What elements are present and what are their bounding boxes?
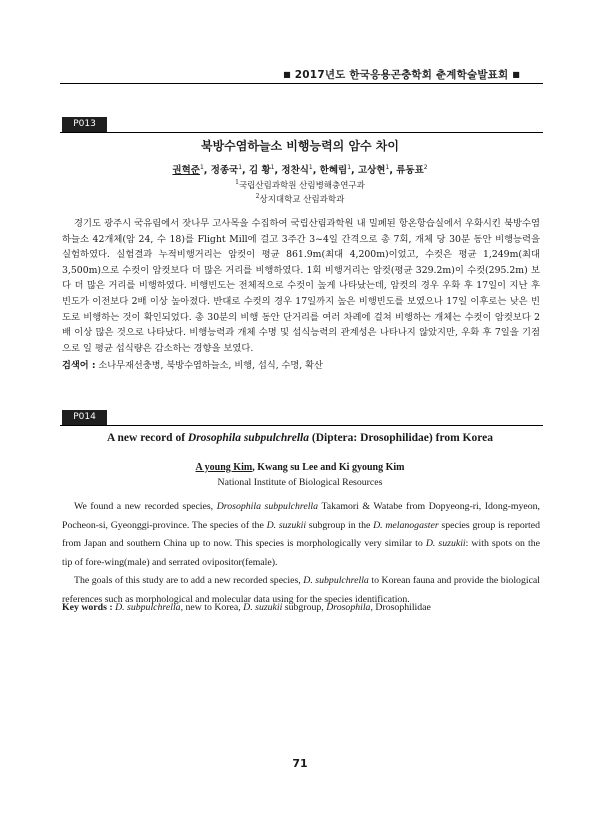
keywords-text	[115, 602, 431, 613]
author-name: 김 황	[248, 165, 271, 176]
text-run: subgroup,	[282, 602, 327, 613]
abstract-title-p014	[0, 432, 600, 444]
first-author: A young Kim	[195, 462, 253, 473]
text-run: We found a new recorded species,	[74, 501, 217, 512]
page-number: 71	[292, 757, 308, 770]
abstract-body-p013: 경기도 광주시 국유림에서 잣나무 고사목을 수집하여 국립산림과학원 내 밀폐된 항온항습실에서 우화시킨 북방수염하늘소 42개체(암 24, 수 18)를 Flight Mill에 걸고 3주간 3~4일 간격으로 총 7회, 개체 당 30분 동안 비행능력을 실험하였다. 실험결과 누적비행거리는 암컷이 평균 861.9m(최대 4,200m)이었고, 수컷은 평균 1,249m(최대 3,500m)으로 수컷이 암컷보다 더 많은 거리를 비행하였다. 1회 비행거리는 암컷(평균 329.2m)이 수컷(295.2m) 보다 더 많은 거리를 비행하였다. 비행빈도는 전체적으로 수컷이 높게 나타났는데, 암컷의 경우 우화 후 17일이 지난 후 빈도가 이전보다 2배 이상 높아졌다. 반대로 수컷의 경우 17일까지 높은 비행빈도를 보였으나 17일 이후로는 낮은 빈도로 비행하는 것이 확인되었다. 총 30분의 비행 동안 단거리를 여러 차례에 걸쳐 비행하는 개체는 수컷이 암컷보다 2배 이상 많은 것으로 나타났다. 비행능력과 개체 수명 및 섭식능력의 관계성은 나타나지 않았지만, 우화 후 7일을 기점으로 일 평균 섭식량은 감소하는 경향을 보였다.	[62, 218, 540, 354]
author-name: 정찬식	[281, 165, 309, 176]
title-text: (Diptera: Drosophilidae) from Korea	[311, 432, 493, 444]
author-list-p014	[0, 462, 600, 473]
author-affiliation-sup: 1	[385, 163, 390, 171]
species-name: D. suzukii	[243, 602, 283, 613]
keywords-label: 검색어 :	[62, 360, 96, 371]
keywords-p014	[62, 602, 540, 613]
affiliation-p014: National Institute of Biological Resources	[217, 477, 383, 488]
header-square-icon: ■	[512, 70, 520, 79]
title-text: A new record of	[106, 432, 186, 444]
header-rule	[60, 83, 543, 84]
title-species: Drosophila subpulchrella	[187, 432, 310, 444]
header-title: 2017년도 한국응용곤충학회 춘계학술발표회	[294, 69, 509, 81]
species-name: D. suzukii	[266, 519, 307, 531]
running-header	[0, 67, 520, 82]
author-name: 고상현	[357, 165, 386, 176]
author-list-p013: 권혁준$^1$, 정종국$^1$, 김 황$^1$, 정찬식$^1$, 한혜림$^1$, 고상현$^1$, 류동표$^2$	[172, 163, 428, 176]
text-run: , Drosophilidae	[370, 602, 431, 613]
text-run: : with spots on the tip of fore-wing(male) and serrated ovipositor(female).	[62, 538, 540, 568]
affiliation-text: 상지대학교 산림과학과	[259, 195, 345, 205]
abstract-tag-p014: P014	[62, 410, 107, 425]
species-name: Drosophila	[326, 602, 371, 613]
species-name: Drosophila subpulchrella	[216, 501, 319, 512]
author-affiliation-sup: 1	[347, 163, 352, 171]
text-run: Takamori & Watabe from Dopyeong-ri, Idong-myeon, Pocheon-si, Gyeonggi-province. The species of the	[62, 501, 540, 531]
affiliation-2	[0, 193, 600, 205]
text-run: , new to Korea,	[180, 602, 244, 613]
author-name: 한혜림	[319, 165, 348, 176]
abstract-tag-p013: P013	[62, 117, 107, 132]
abstract-paragraph-1	[62, 498, 540, 572]
species-name: D. subpulchrella	[303, 575, 369, 586]
text-run: to Korean fauna and provide the biological references such as morphological and molecular data using for the species identification.	[62, 575, 540, 605]
author-affiliation-sup: 1	[199, 163, 204, 171]
author-name: 류동표	[396, 165, 424, 176]
species-name: D. melanogaster	[373, 519, 439, 531]
abstract-title-p013: 북방수염하늘소 비행능력의 암수 차이	[200, 139, 399, 153]
keywords-text: 소나무재선충병, 북방수염하늘소, 비행, 섭식, 수명, 확산	[98, 360, 323, 371]
author-affiliation-sup: 1	[270, 163, 275, 171]
text-run: subgroup in the	[306, 519, 374, 531]
author-name: 정종국	[210, 165, 239, 176]
affiliation-sup: 2	[255, 193, 260, 201]
author-affiliation-sup: 2	[423, 163, 428, 171]
text-run: The goals of this study are to add a new recorded species,	[74, 575, 304, 586]
author-name: 권혁준	[172, 165, 200, 176]
keywords-label: Key words :	[62, 602, 113, 613]
affiliation-text: 국립산림과학원 산림병해충연구과	[238, 181, 365, 191]
keywords-p013	[62, 357, 540, 371]
text-run: species group is reported from Japan and southern China up to now. This species is morphologically very similar to	[62, 519, 540, 549]
section-rule	[60, 425, 543, 426]
species-name: D. subpulchrella	[115, 602, 181, 613]
section-rule	[60, 132, 543, 133]
affiliation-1	[0, 179, 600, 191]
author-affiliation-sup: 1	[308, 163, 313, 171]
header-square-icon: ■	[283, 70, 291, 79]
abstract-body-p014	[62, 498, 540, 609]
co-authors: , Kwang su Lee and Ki gyoung Kim	[252, 462, 405, 473]
species-name: D. suzukii	[425, 538, 466, 549]
author-affiliation-sup: 1	[238, 163, 243, 171]
affiliation-sup: 1	[235, 179, 239, 187]
